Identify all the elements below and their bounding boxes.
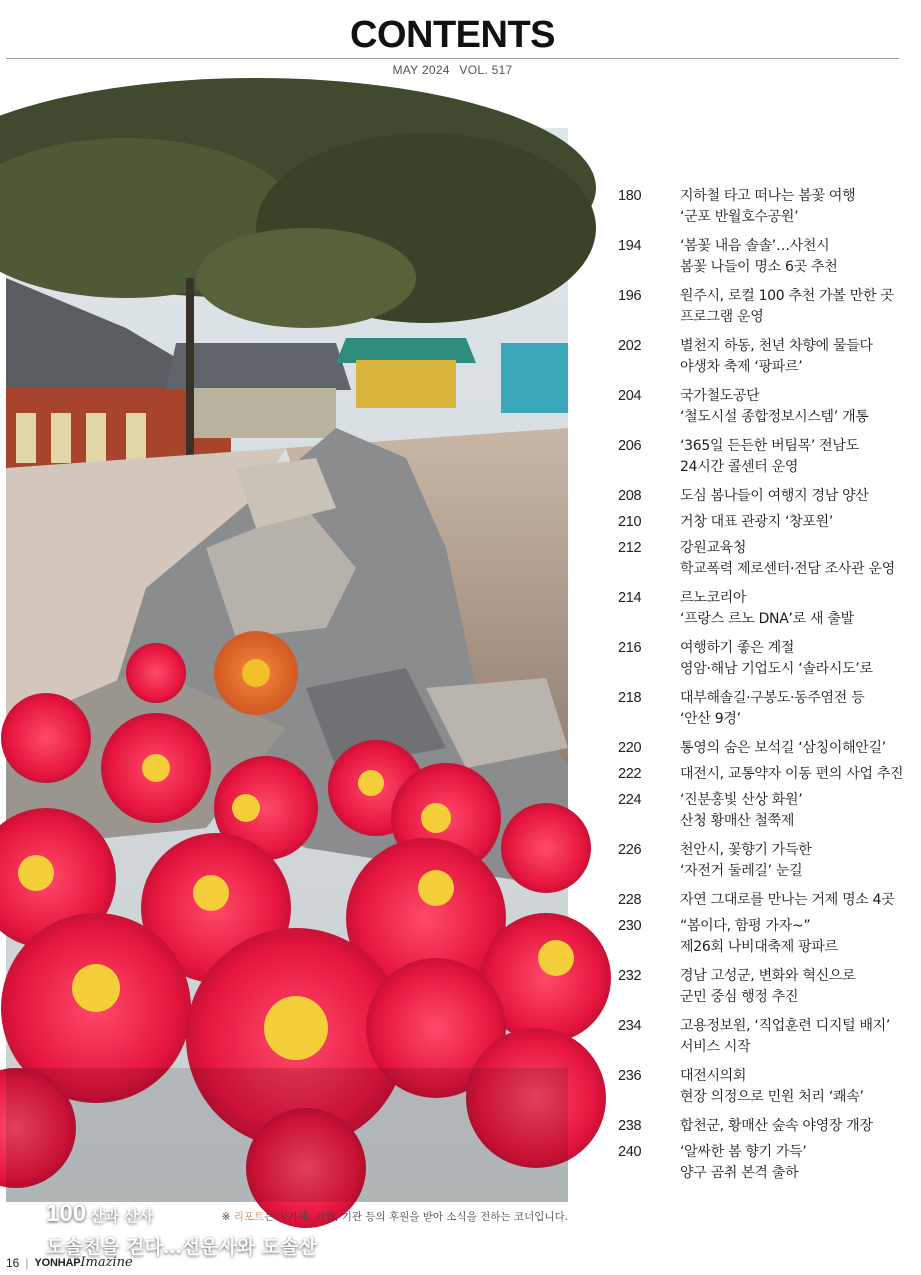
toc-entry[interactable] <box>618 512 916 533</box>
toc-page-number: 214 <box>618 590 642 606</box>
toc-page-number: 204 <box>618 388 642 404</box>
issue-volume: VOL. 517 <box>459 63 513 77</box>
toc-page-number: 236 <box>618 1068 642 1084</box>
toc-title-line: 강원교육청 <box>680 540 747 556</box>
caption-series: 산과 산사 <box>90 1207 154 1225</box>
toc-title <box>680 588 916 630</box>
toc-title-line: ‘365일 든든한 버팀목’ 전남도 <box>680 438 859 454</box>
brand-logo-yonhap: YONHAP <box>34 1256 81 1269</box>
toc-entry[interactable] <box>618 336 916 378</box>
toc-page-number: 228 <box>618 892 642 908</box>
toc-page-number: 180 <box>618 188 642 204</box>
toc-title-line: 군민 중심 행정 추진 <box>680 989 799 1005</box>
toc-entry[interactable] <box>618 588 916 630</box>
toc-title-line: 거창 대표 관광지 ‘창포원’ <box>680 514 833 530</box>
toc-title-line: 학교폭력 제로센터·전담 조사관 운영 <box>680 561 895 577</box>
toc-title-line: 봄꽃 나들이 명소 6곳 추천 <box>680 259 838 275</box>
brand-logo-imazine: Imazine <box>80 1255 133 1270</box>
toc-title-line: ‘알싸한 봄 향기 가득’ <box>680 1144 807 1160</box>
toc-title-line: 자연 그대로를 만나는 거제 명소 4곳 <box>680 892 895 908</box>
toc-entry[interactable] <box>618 386 916 428</box>
toc-title-line: 영암·해남 기업도시 ‘솔라시도’로 <box>680 661 873 677</box>
toc-entry[interactable] <box>618 790 916 832</box>
toc-title <box>680 486 916 507</box>
toc-title-line: 현장 의정으로 민원 처리 ‘쾌속’ <box>680 1089 864 1105</box>
toc-title <box>680 638 916 680</box>
toc-entry[interactable] <box>618 966 916 1008</box>
toc-entry[interactable] <box>618 1116 916 1137</box>
toc-title-line: 국가철도공단 <box>680 388 760 404</box>
toc-title-line: 합천군, 황매산 숲속 야영장 개장 <box>680 1118 873 1134</box>
toc-title <box>680 286 916 328</box>
toc-title <box>680 688 916 730</box>
toc-title-line: 별천지 하동, 천년 차향에 물들다 <box>680 338 873 354</box>
toc-page-number: 240 <box>618 1144 642 1160</box>
toc-title <box>680 738 916 759</box>
toc-title <box>680 790 916 832</box>
toc-entry[interactable] <box>618 236 916 278</box>
toc-title-line: ‘프랑스 르노 DNA’로 새 출발 <box>680 611 854 627</box>
note-prefix: ※ <box>221 1211 234 1223</box>
toc-title <box>680 1066 916 1108</box>
toc-title-line: ‘진분홍빛 산상 화원’ <box>680 792 803 808</box>
toc-title-line: 프로그램 운영 <box>680 309 764 325</box>
toc-entry[interactable] <box>618 1066 916 1108</box>
toc-entry[interactable] <box>618 916 916 958</box>
toc-title-line: 도심 봄나들이 여행지 경남 양산 <box>680 488 869 504</box>
toc-page-number: 208 <box>618 488 642 504</box>
toc-entry[interactable] <box>618 688 916 730</box>
toc-title-line: 르노코리아 <box>680 590 747 606</box>
toc-title-line: 대전시, 교통약자 이동 편의 사업 추진 <box>680 766 904 782</box>
toc-entry[interactable] <box>618 436 916 478</box>
toc-title <box>680 966 916 1008</box>
toc-title-line: 통영의 숨은 보석길 ‘삼칭이해안길’ <box>680 740 886 756</box>
toc-page-number: 218 <box>618 690 642 706</box>
toc-page-number: 196 <box>618 288 642 304</box>
toc-entry[interactable] <box>618 840 916 882</box>
toc-entry[interactable] <box>618 286 916 328</box>
contents-list <box>618 180 916 1184</box>
toc-title-line: 경남 고성군, 변화와 혁신으로 <box>680 968 856 984</box>
toc-entry[interactable] <box>618 538 916 580</box>
toc-entry[interactable] <box>618 764 916 785</box>
toc-entry[interactable] <box>618 486 916 507</box>
toc-title-line: 고용정보원, ‘직업훈련 디지털 배지’ <box>680 1018 891 1034</box>
page-footer <box>6 1255 133 1270</box>
toc-page-number: 238 <box>618 1118 642 1134</box>
toc-title-line: ‘봄꽃 내음 솔솔’…사천시 <box>680 238 830 254</box>
page-number: 16 <box>6 1255 20 1270</box>
toc-title <box>680 916 916 958</box>
toc-title-line: 24시간 콜센터 운영 <box>680 459 799 475</box>
toc-title <box>680 236 916 278</box>
issue-info <box>0 63 905 77</box>
toc-title-line: ‘철도시설 종합정보시스템’ 개통 <box>680 409 869 425</box>
toc-page-number: 226 <box>618 842 642 858</box>
toc-entry[interactable] <box>618 738 916 759</box>
footer-separator: | <box>25 1255 29 1270</box>
toc-entry[interactable] <box>618 638 916 680</box>
toc-page-number: 212 <box>618 540 642 556</box>
toc-title-line: ‘군포 반월호수공원’ <box>680 209 799 225</box>
toc-title-line: 여행하기 좋은 계절 <box>680 640 795 656</box>
toc-page-number: 210 <box>618 514 642 530</box>
note-highlight: 리포트 <box>233 1211 265 1223</box>
toc-title-line: ‘자전거 둘레길’ 눈길 <box>680 863 803 879</box>
toc-title-line: 천안시, 꽃향기 가득한 <box>680 842 812 858</box>
toc-title-line: 산청 황매산 철쭉제 <box>680 813 795 829</box>
caption-title: 도솔천을 걷다…선운사와 도솔산 <box>46 1236 317 1258</box>
toc-entry[interactable] <box>618 1142 916 1184</box>
toc-title-line: 야생차 축제 ‘팡파르’ <box>680 359 803 375</box>
toc-entry[interactable] <box>618 186 916 228</box>
toc-title <box>680 186 916 228</box>
toc-page-number: 220 <box>618 740 642 756</box>
toc-page-number: 230 <box>618 918 642 934</box>
toc-page-number: 222 <box>618 766 642 782</box>
toc-title-line: 제26회 나비대축제 팡파르 <box>680 939 838 955</box>
toc-title-line: 대전시의회 <box>680 1068 747 1084</box>
toc-title-line: 서비스 시작 <box>680 1039 751 1055</box>
issue-date: MAY 2024 <box>392 63 450 77</box>
page-title: CONTENTS <box>350 14 555 56</box>
toc-page-number: 202 <box>618 338 642 354</box>
toc-page-number: 194 <box>618 238 642 254</box>
toc-entry[interactable] <box>618 890 916 911</box>
toc-entry[interactable] <box>618 1016 916 1058</box>
toc-page-number: 232 <box>618 968 642 984</box>
toc-title <box>680 386 916 428</box>
toc-page-number: 234 <box>618 1018 642 1034</box>
temple-flower-illustration <box>6 128 568 1202</box>
toc-title <box>680 538 916 580</box>
toc-page-number: 224 <box>618 792 642 808</box>
toc-title <box>680 1016 916 1058</box>
toc-title-line: 지하철 타고 떠나는 봄꽃 여행 <box>680 188 856 204</box>
toc-page-number: 206 <box>618 438 642 454</box>
toc-title <box>680 1116 916 1137</box>
toc-title <box>680 436 916 478</box>
toc-title-line: 원주시, 로컬 100 추천 가볼 만한 곳 <box>680 288 894 304</box>
toc-page-number: 216 <box>618 640 642 656</box>
note-text: 는 지자체, 기업, 기관 등의 후원을 받아 소식을 전하는 코너입니다. <box>264 1211 568 1223</box>
toc-title <box>680 336 916 378</box>
toc-title <box>680 840 916 882</box>
toc-title-line: ‘안산 9경’ <box>680 711 741 727</box>
title-divider <box>6 58 899 59</box>
sponsor-note <box>222 1209 568 1224</box>
toc-title <box>680 512 916 533</box>
caption-number: 100 <box>46 1200 87 1227</box>
toc-title <box>680 764 916 785</box>
toc-title-line: 대부해솔길·구봉도·동주염전 등 <box>680 690 865 706</box>
toc-title-line: “봄이다, 함평 가자~” <box>680 918 811 934</box>
toc-title <box>680 1142 916 1184</box>
toc-title-line: 양구 곰취 본격 출하 <box>680 1165 799 1181</box>
toc-title <box>680 890 916 911</box>
